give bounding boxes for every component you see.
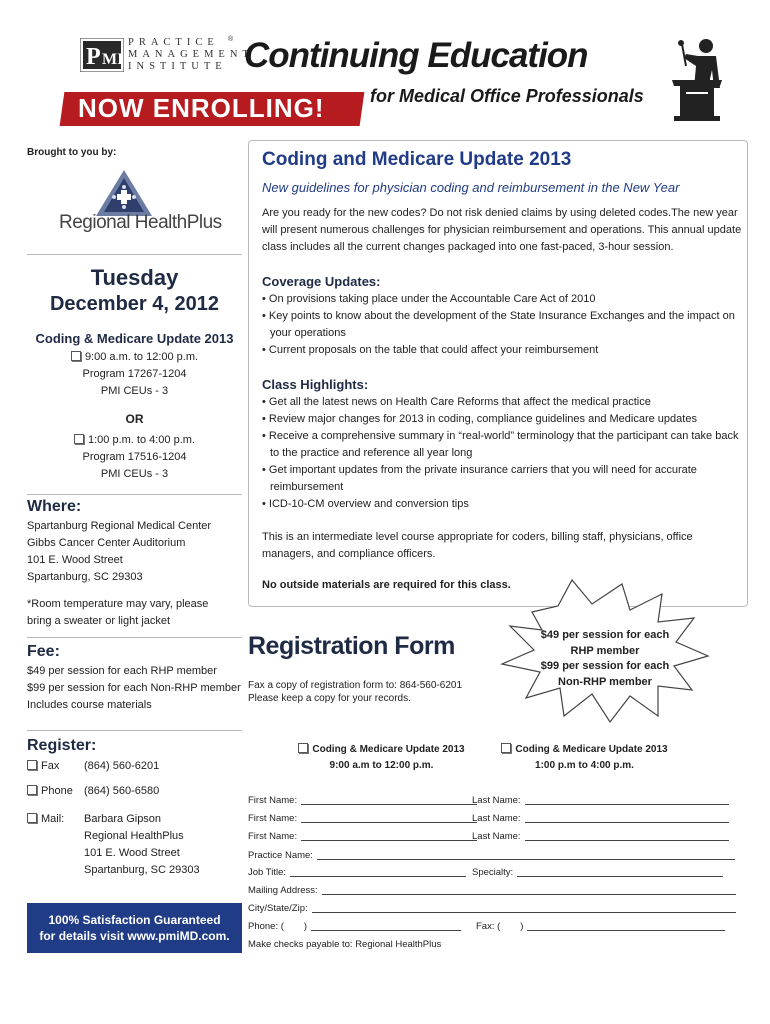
register-heading: Register: — [27, 737, 97, 754]
brought-by-label: Brought to you by: — [27, 147, 117, 158]
register-fax: Fax (864) 560-6201 — [27, 758, 159, 775]
event-course-name: Coding & Medicare Update 2013 — [35, 331, 234, 346]
event-day: Tuesday — [90, 265, 179, 290]
session-1: 9:00 a.m. to 12:00 p.m. Program 17267-1204 PMI CEUs - 3 — [27, 349, 242, 400]
podium-speaker-icon — [664, 36, 724, 122]
first-name-field-2[interactable]: First Name: — [248, 813, 477, 824]
fax-instructions: Fax a copy of registration form to: 864-560-6201 Please keep a copy for your records. — [248, 680, 463, 704]
course-title: Coding and Medicare Update 2013 — [262, 149, 572, 170]
checkbox-icon[interactable] — [501, 743, 511, 753]
session-option-morning[interactable]: Coding & Medicare Update 2013 9:00 a.m to 12:00 p.m. — [294, 742, 469, 774]
course-subtitle: New guidelines for physician coding and reimbursement in the New Year — [262, 180, 680, 195]
list-item: • Review major changes for 2013 in coding, compliance guidelines and Medicare updates — [262, 413, 697, 425]
registration-form-heading: Registration Form — [248, 632, 455, 660]
list-item: • Receive a comprehensive summary in “real-world” terminology that the participant can take back to the practice and reference all year long — [262, 430, 739, 459]
first-name-field-1[interactable]: First Name: — [248, 795, 477, 806]
room-temperature-note: *Room temperature may vary, please bring a sweater or light jacket — [27, 598, 209, 627]
page-subtitle: for Medical Office Professionals — [370, 86, 644, 106]
checkbox-icon — [27, 785, 37, 795]
divider — [27, 494, 242, 495]
now-enrolling-text: NOW ENROLLING! — [78, 93, 325, 123]
fee-heading: Fee: — [27, 643, 60, 660]
last-name-field-3[interactable]: Last Name: — [472, 831, 729, 842]
highlights-heading: Class Highlights: — [262, 377, 369, 392]
list-item: • Get important updates from the private insurance carriers that you will need for accurate reimbursement — [262, 464, 697, 493]
list-item: • ICD-10-CM overview and conversion tips — [262, 498, 469, 510]
checkbox-icon — [71, 351, 81, 361]
svg-text:MI: MI — [102, 51, 124, 68]
list-item: • Current proposals on the table that could affect your reimbursement — [262, 344, 599, 356]
page-title: Continuing Education — [244, 36, 588, 75]
city-state-zip-field[interactable]: City/State/Zip: — [248, 903, 736, 914]
register-mail: Mail: Barbara Gipson Regional HealthPlus 101 E. Wood Street Spartanburg, SC 29303 — [27, 811, 200, 879]
satisfaction-guarantee-banner: 100% Satisfaction Guaranteed for details visit www.pmiMD.com. — [27, 903, 242, 953]
checkbox-icon — [27, 760, 37, 770]
phone-field[interactable]: Phone: ( ) — [248, 921, 461, 932]
sponsor-name: Regional HealthPlus — [59, 212, 222, 233]
specialty-field[interactable]: Specialty: — [472, 867, 723, 878]
divider — [27, 730, 242, 731]
checkbox-icon — [74, 434, 84, 444]
course-level: This is an intermediate level course appropriate for coders, billing staff, physicians, office managers, and compliance officers. — [262, 531, 693, 560]
checks-payable-note: Make checks payable to: Regional HealthPlus — [248, 939, 442, 950]
fee-details: $49 per session for each RHP member $99 per session for each Non-RHP member Includes course materials — [27, 665, 241, 711]
job-title-field[interactable]: Job Title: — [248, 867, 466, 878]
price-burst-text: $49 per session for each RHP member $99 per session for each Non-RHP member — [540, 629, 670, 688]
last-name-field-1[interactable]: Last Name: — [472, 795, 729, 806]
where-heading: Where: — [27, 498, 82, 515]
where-address: Spartanburg Regional Medical Center Gibbs Cancer Center Auditorium 101 E. Wood Street Spartanburg, SC 29303 — [27, 520, 212, 583]
pmi-logo-icon — [80, 38, 124, 72]
list-item: • Get all the latest news on Health Care Reforms that affect the medical practice — [262, 396, 651, 408]
coverage-heading: Coverage Updates: — [262, 274, 381, 289]
mailing-address-field[interactable]: Mailing Address: — [248, 885, 736, 896]
header — [0, 0, 770, 150]
materials-note: No outside materials are required for this class. — [262, 579, 511, 591]
divider — [27, 637, 242, 638]
checkbox-icon[interactable] — [298, 743, 308, 753]
course-intro: Are you ready for the new codes? Do not risk denied claims by using deleted codes.The new year will present numerous challenges for physician reimbursement and operations. This annual update class includes all the current changes packaged into one fast-paced, 3-hour session. — [262, 207, 742, 253]
event-date: December 4, 2012 — [49, 293, 219, 315]
checkbox-icon — [27, 813, 37, 823]
registered-mark: ® — [228, 36, 234, 43]
svg-text:P: P — [86, 44, 101, 70]
session-2: 1:00 p.m. to 4:00 p.m. Program 17516-1204 PMI CEUs - 3 — [27, 432, 242, 483]
first-name-field-3[interactable]: First Name: — [248, 831, 477, 842]
list-item: • On provisions taking place under the Accountable Care Act of 2010 — [262, 293, 596, 305]
session-option-afternoon[interactable]: Coding & Medicare Update 2013 1:00 p.m to 4:00 p.m. — [497, 742, 672, 774]
register-phone: Phone (864) 560-6580 — [27, 783, 159, 800]
highlights-list — [262, 394, 742, 513]
practice-name-field[interactable]: Practice Name: — [248, 850, 735, 861]
schedule-panel — [27, 254, 242, 494]
last-name-field-2[interactable]: Last Name: — [472, 813, 729, 824]
pmi-wordmark: PRACTICE MANAGEMENT INSTITUTE — [128, 37, 254, 72]
coverage-list — [262, 291, 742, 359]
or-separator: OR — [125, 412, 144, 426]
fax-field[interactable]: Fax: ( ) — [476, 921, 725, 932]
list-item: • Key points to know about the development of the State Insurance Exchanges and the impact on your operations — [262, 310, 735, 339]
